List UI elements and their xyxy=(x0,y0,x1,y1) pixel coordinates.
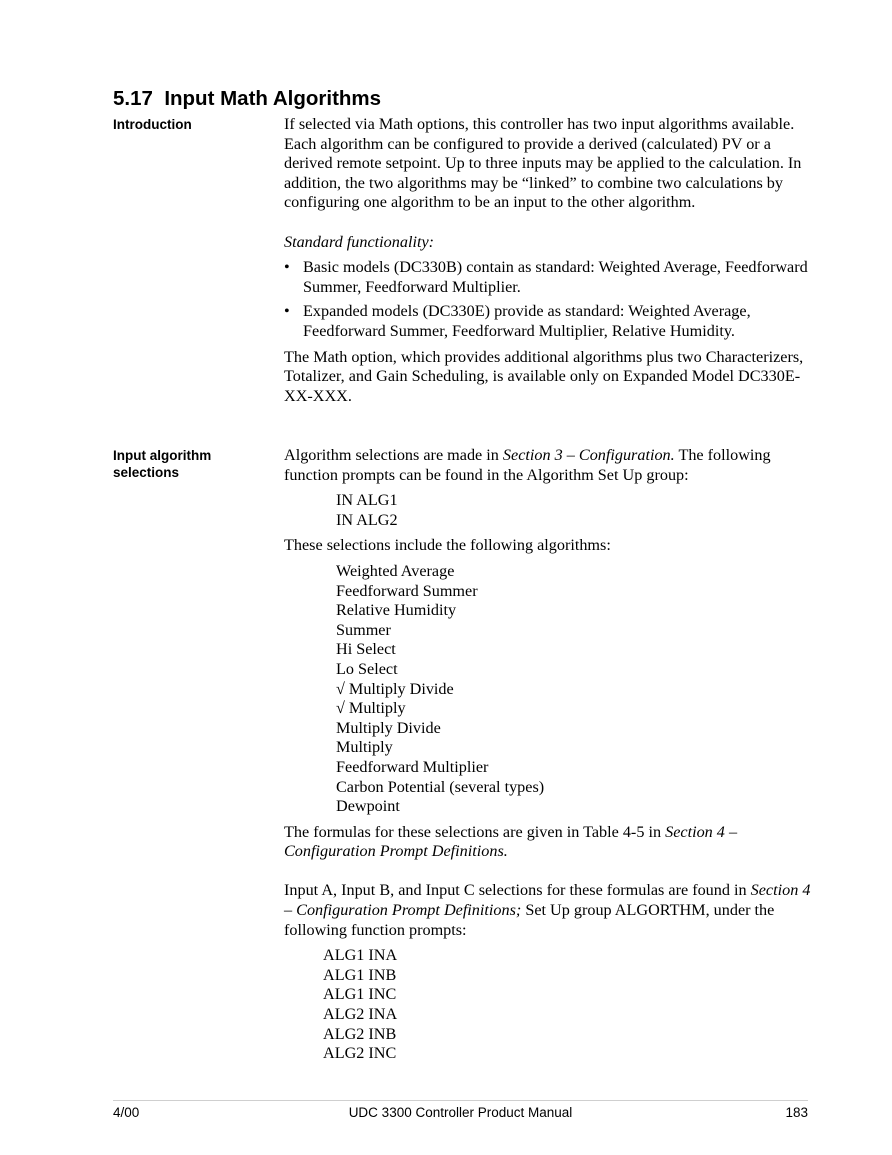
section-title-text: Input Math Algorithms xyxy=(164,87,382,110)
standard-functionality-list xyxy=(284,258,814,341)
list-item: ALG2 INA xyxy=(323,1005,398,1024)
bullet-text: Basic models (DC330B) contain as standard: Weighted Average, Feedforward Summer, Feedforward Multiplier. xyxy=(303,258,808,296)
list-item: Relative Humidity xyxy=(336,601,457,620)
list-item: IN ALG1 xyxy=(336,491,398,510)
footer-manual-title: UDC 3300 Controller Product Manual xyxy=(348,1105,573,1120)
list-item: ALG1 INB xyxy=(323,965,397,984)
input-prompt-list xyxy=(284,946,814,1064)
input-algorithm-selections-body xyxy=(284,446,814,1070)
standard-functionality-heading: Standard functionality: xyxy=(284,232,435,251)
bullet-text: Expanded models (DC330E) provide as standard: Weighted Average, Feedforward Summer, Feedforward Multiplier, Relative Humidity. xyxy=(303,302,751,340)
section-reference: Section 4 – Configuration Prompt Definitions; xyxy=(284,881,811,920)
list-item: ALG1 INC xyxy=(323,985,397,1004)
algorithm-list xyxy=(284,562,814,817)
list-item: Multiply Divide xyxy=(336,718,441,737)
list-item xyxy=(284,302,814,341)
introduction-label-text: Introduction xyxy=(113,117,192,132)
list-item: Carbon Potential (several types) xyxy=(336,777,545,796)
input-selections-paragraph xyxy=(284,881,814,940)
section-title xyxy=(113,86,381,112)
footer-page-number: 183 xyxy=(785,1105,808,1120)
list-item xyxy=(284,258,814,297)
text-run: Set Up group ALGORTHM, under the following function prompts: xyxy=(284,901,775,939)
label-line: Input algorithm xyxy=(113,448,212,463)
list-item: ALG1 INA xyxy=(323,946,398,965)
list-item: Multiply xyxy=(336,738,393,757)
text-run: The following function prompts can be found in the Algorithm Set Up group: xyxy=(284,446,771,484)
footer-divider xyxy=(113,1100,808,1101)
bullet-icon: • xyxy=(284,302,290,321)
function-prompt-list xyxy=(284,491,814,530)
list-item: IN ALG2 xyxy=(336,510,398,529)
text-run: Input A, Input B, and Input C selections for these formulas are found in xyxy=(284,881,751,900)
list-item: Feedforward Summer xyxy=(336,581,478,600)
list-item: Dewpoint xyxy=(336,797,400,816)
introduction-body xyxy=(284,115,814,406)
label-line: selections xyxy=(113,465,180,480)
text-run: Algorithm selections are made in xyxy=(284,446,503,464)
formulas-paragraph xyxy=(284,823,814,862)
introduction-paragraph: If selected via Math options, this controller has two input algorithms available. Each algorithm can be configured to provide a derived (calculated) PV or a derived remote setpoint. Up to three inputs may be applied to the calculation. In addition, the two algorithms may be “linked” to combine two calculations by configuring one algorithm to be an input to the other algorithm. xyxy=(284,115,802,212)
introduction-label xyxy=(113,116,273,133)
list-item: Weighted Average xyxy=(336,561,455,580)
bullet-icon: • xyxy=(284,258,290,277)
list-item: Summer xyxy=(336,620,391,639)
section-reference: Section 3 – Configuration. xyxy=(502,446,675,464)
list-item: Feedforward Multiplier xyxy=(336,757,489,776)
list-item: √ Multiply Divide xyxy=(336,679,454,698)
algorithm-selections-paragraph xyxy=(284,446,814,485)
footer-date: 4/00 xyxy=(113,1105,140,1120)
list-item: ALG2 INC xyxy=(323,1044,397,1063)
section-number: 5.17 xyxy=(113,87,153,110)
input-algorithm-selections-label xyxy=(113,447,273,481)
text-run: The formulas for these selections are given in Table 4-5 in xyxy=(284,822,666,841)
section-reference: Section 4 – Configuration Prompt Definitions. xyxy=(284,822,738,861)
list-item: Hi Select xyxy=(336,640,396,659)
math-option-paragraph: The Math option, which provides additional algorithms plus two Characterizers, Totalizer, and Gain Scheduling, is available only on Expanded Model DC330E-XX-XXX. xyxy=(284,347,804,405)
list-item: √ Multiply xyxy=(336,699,406,718)
list-item: ALG2 INB xyxy=(323,1024,397,1043)
list-item: Lo Select xyxy=(336,659,398,678)
page-footer xyxy=(113,1104,808,1122)
selections-intro-paragraph: These selections include the following algorithms: xyxy=(284,536,611,555)
